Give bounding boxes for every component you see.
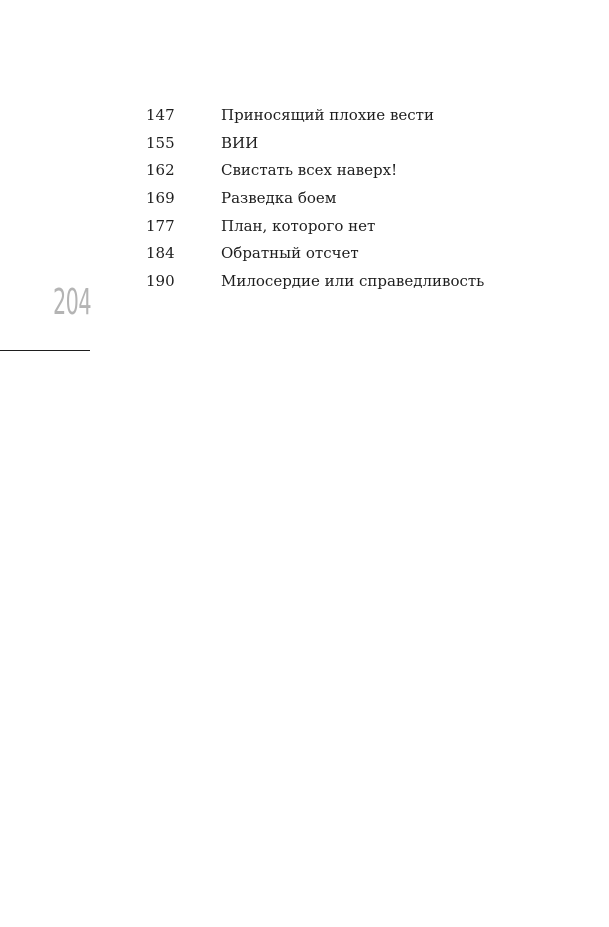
toc-page-number: 147	[146, 106, 175, 124]
toc-chapter-title: Обратный отсчет	[221, 244, 359, 263]
toc-page-number: 184	[146, 244, 175, 263]
toc-page-number: 155	[146, 133, 175, 152]
toc-entry	[146, 216, 546, 244]
toc-chapter-title: ВИИ	[221, 133, 259, 152]
toc-entry	[146, 133, 546, 161]
toc-entry	[146, 243, 546, 271]
toc-page-number: 169	[146, 189, 175, 208]
page-number: 204	[53, 282, 91, 323]
toc-chapter-title: Милосердие или справедливость	[221, 272, 485, 291]
toc-chapter-title: План, которого нет	[221, 216, 376, 235]
toc-entry	[146, 188, 546, 216]
toc-entry	[146, 271, 546, 299]
table-of-contents	[146, 105, 546, 299]
toc-chapter-title: Разведка боем	[221, 189, 337, 208]
toc-page-number: 177	[146, 216, 175, 235]
page-folio	[53, 274, 93, 323]
footer-rule	[0, 350, 90, 351]
toc-entry	[146, 105, 546, 133]
toc-entry	[146, 160, 546, 188]
toc-chapter-title: Приносящий плохие вести	[221, 106, 434, 124]
toc-page-number: 190	[146, 272, 175, 291]
toc-page-number: 162	[146, 161, 175, 180]
toc-chapter-title: Свистать всех наверх!	[221, 161, 398, 180]
